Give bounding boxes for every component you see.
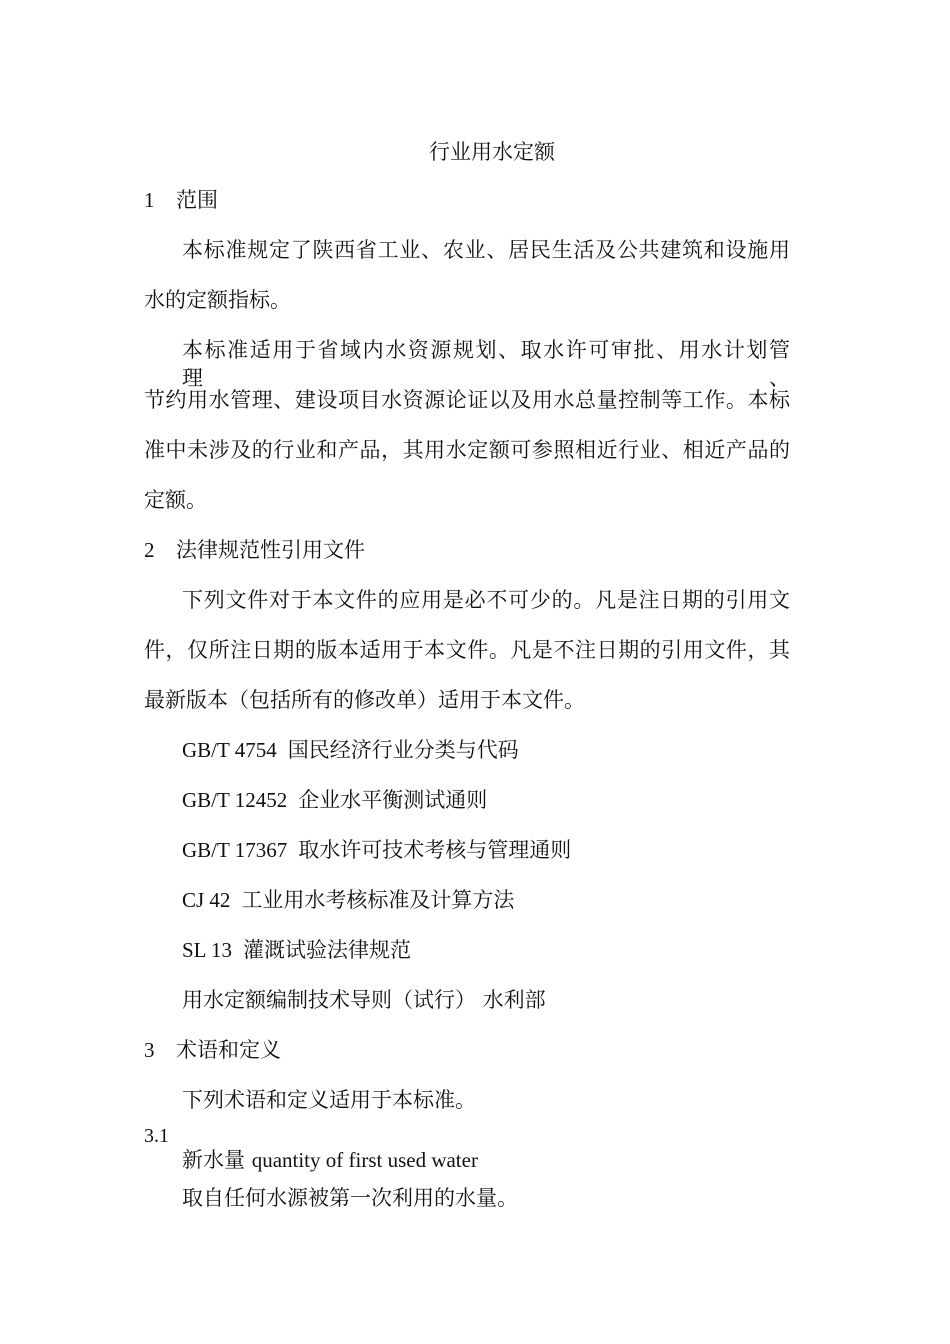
reference-item (182, 886, 514, 914)
reference-name: 取水许可技术考核与管理通则 (298, 838, 572, 862)
paragraph-line: 下列文件对于本文件的应用是必不可少的。凡是注日期的引用文 (182, 588, 790, 612)
term-chinese: 新水量 (182, 1148, 245, 1172)
term-definition: 取自任何水源被第一次利用的水量。 (182, 1186, 518, 1210)
paragraph-line: 定额。 (144, 488, 207, 512)
term-heading (182, 1146, 478, 1174)
section-title: 术语和定义 (176, 1038, 281, 1062)
term-english: quantity of first used water (251, 1148, 478, 1172)
reference-name: 工业用水考核标准及计算方法 (241, 888, 515, 912)
reference-name: 企业水平衡测试通则 (298, 788, 488, 812)
reference-item (182, 936, 411, 964)
paragraph-line: 本标准规定了陕西省工业、农业、居民生活及公共建筑和设施用 (182, 238, 790, 262)
reference-name: 国民经济行业分类与代码 (287, 738, 519, 762)
paragraph-line: 件，仅所注日期的版本适用于本文件。凡是不注日期的引用文件，其 (144, 638, 790, 662)
reference-name: 灌溉试验法律规范 (242, 938, 411, 962)
reference-code: GB/T 12452 (182, 788, 288, 812)
term-number: 3.1 (144, 1125, 169, 1147)
reference-item (182, 836, 571, 864)
section-title: 法律规范性引用文件 (176, 538, 365, 562)
paragraph-line: 本标准适用于省域内水资源规划、取水许可审批、用水计划管理、 (182, 338, 790, 390)
section-2-heading (144, 536, 365, 564)
section-number: 1 (144, 188, 155, 212)
paragraph-line: 水的定额指标。 (144, 288, 291, 312)
paragraph-line: 最新版本（包括所有的修改单）适用于本文件。 (144, 688, 585, 712)
reference-code: CJ 42 (182, 888, 231, 912)
reference-item (182, 786, 487, 814)
document-title: 行业用水定额 (429, 140, 555, 164)
section-title: 范围 (176, 188, 218, 212)
paragraph-line: 节约用水管理、建设项目水资源论证以及用水总量控制等工作。本标 (144, 388, 790, 412)
reference-code: GB/T 17367 (182, 838, 288, 862)
reference-code: GB/T 4754 (182, 738, 277, 762)
section-number: 3 (144, 1038, 155, 1062)
reference-item: 用水定额编制技术导则（试行） 水利部 (182, 988, 546, 1012)
paragraph-line: 下列术语和定义适用于本标准。 (182, 1088, 476, 1112)
section-1-heading (144, 186, 218, 214)
section-number: 2 (144, 538, 155, 562)
paragraph-line: 准中未涉及的行业和产品，其用水定额可参照相近行业、相近产品的 (144, 438, 790, 462)
reference-item (182, 736, 519, 764)
reference-code: SL 13 (182, 938, 232, 962)
section-3-heading (144, 1036, 281, 1064)
